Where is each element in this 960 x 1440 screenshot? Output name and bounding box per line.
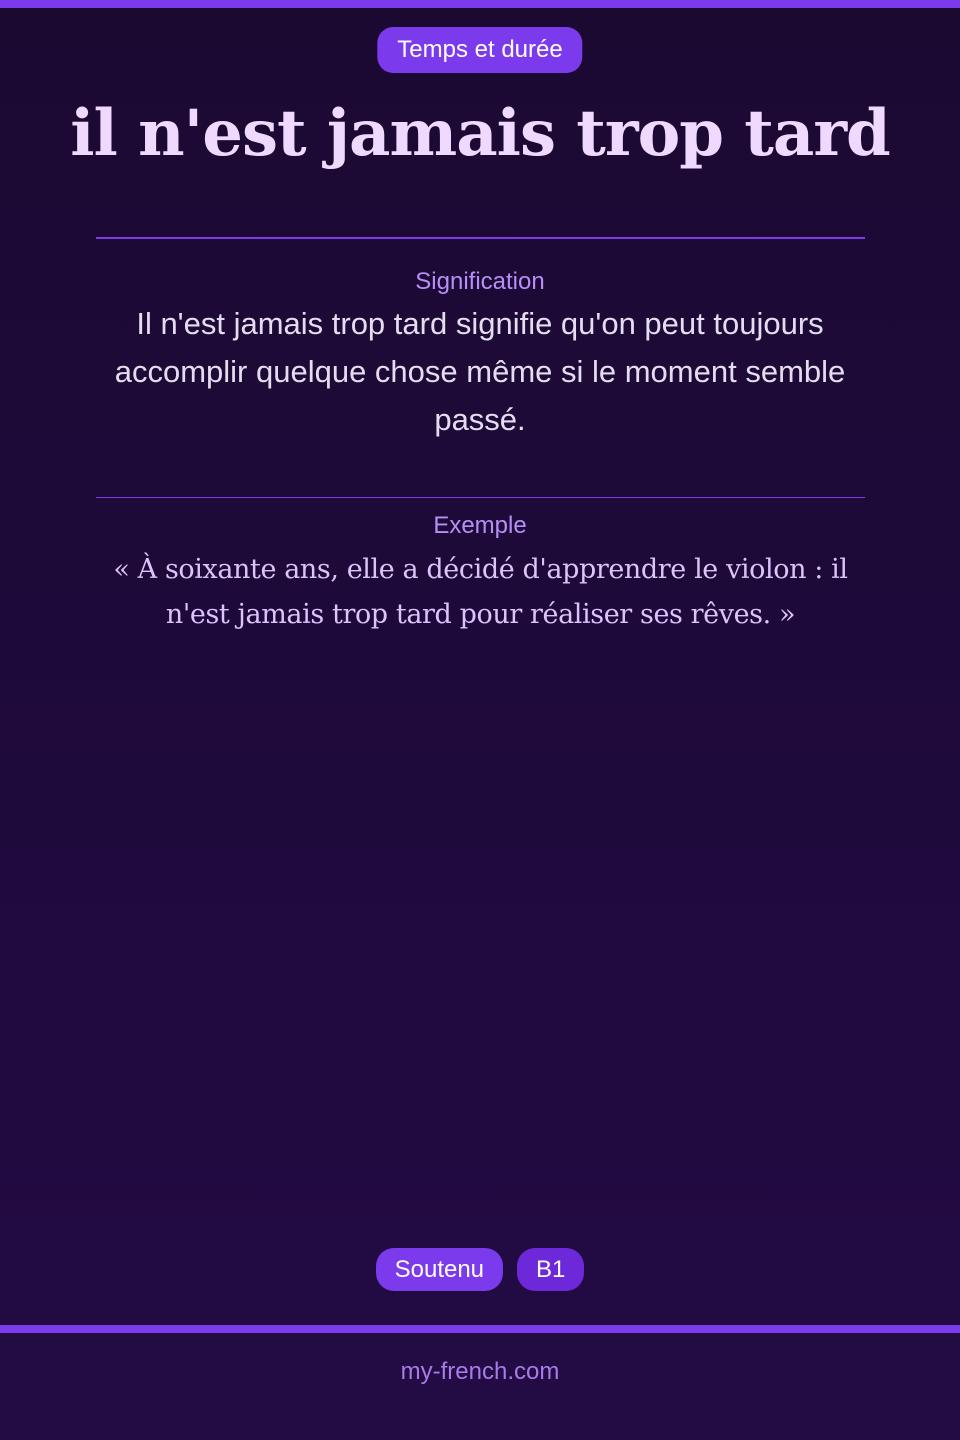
meaning-label: Signification (415, 268, 545, 295)
level-tag: B1 (517, 1248, 584, 1291)
top-accent-bar (0, 0, 960, 8)
example-label: Exemple (433, 512, 527, 539)
meaning-text: Il n'est jamais trop tard signifie qu'on peut toujours accomplir quelque chose même si le moment semble passé. (114, 306, 846, 437)
category-badge: Temps et durée (377, 27, 582, 73)
footer-site-link[interactable]: my-french.com (400, 1358, 560, 1385)
register-tag: Soutenu (376, 1248, 503, 1291)
bottom-accent-bar (0, 1325, 960, 1333)
divider-top (96, 237, 865, 239)
example-text: « À soixante ans, elle a décidé d'apprendre le violon : il n'est jamais trop tard pour réaliser ses rêves. » (113, 554, 848, 630)
expression-title: il n'est jamais trop tard (70, 96, 890, 171)
tag-list (0, 1248, 960, 1291)
divider-middle (96, 497, 865, 498)
